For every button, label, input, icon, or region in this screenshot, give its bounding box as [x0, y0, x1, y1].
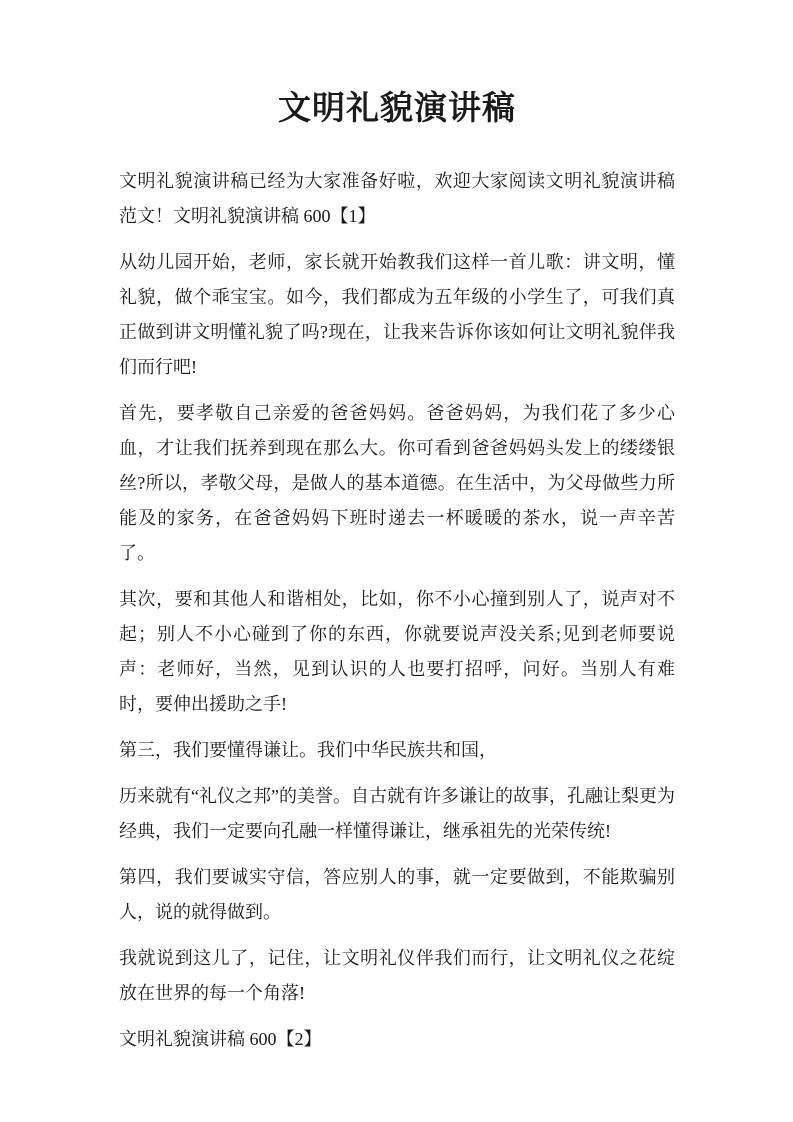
paragraph-third-point: 第三，我们要懂得谦让。我们中华民族共和国， — [119, 740, 497, 760]
paragraph-fourth-point: 第四，我们要诚实守信，答应别人的事，就一定要做到，不能欺骗别人，说的就得做到。 — [119, 867, 675, 922]
paragraph-intro: 文明礼貌演讲稿已经为大家准备好啦，欢迎大家阅读文明礼貌演讲稿范文！文明礼貌演讲稿 600【1】 — [119, 171, 675, 226]
paragraph-third-point-continued: 历来就有“礼仪之邦”的美誉。自古就有许多谦让的故事，孔融让梨更为经典，我们一定要向孔融一样懂得谦让，继承祖先的光荣传统! — [119, 786, 675, 841]
paragraph-closing: 我就说到这儿了，记住，让文明礼仪伴我们而行，让文明礼仪之花绽放在世界的每一个角落! — [119, 948, 675, 1003]
paragraph-section-heading-2: 文明礼貌演讲稿 600【2】 — [119, 1029, 322, 1049]
paragraph-opening: 从幼儿园开始，老师，家长就开始教我们这样一首儿歌：讲文明，懂礼貌，做个乖宝宝。如今，我们都成为五年级的小学生了，可我们真正做到讲文明懂礼貌了吗?现在，让我来告诉你该如何让文明礼貌伴我们而行吧! — [119, 252, 675, 377]
document-title: 文明礼貌演讲稿 — [278, 91, 516, 127]
paragraph-first-point: 首先，要孝敬自己亲爱的爸爸妈妈。爸爸妈妈，为我们花了多少心血，才让我们抚养到现在那么大。你可看到爸爸妈妈头发上的缕缕银丝?所以，孝敬父母，是做人的基本道德。在生活中，为父母做些力所能及的家务，在爸爸妈妈下班时递去一杯暖暖的茶水，说一声辛苦了。 — [119, 403, 675, 563]
paragraph-second-point: 其次，要和其他人和谐相处，比如，你不小心撞到别人了，说声对不起；别人不小心碰到了你的东西，你就要说声没关系;见到老师要说声：老师好，当然，见到认识的人也要打招呼，问好。当别人有难时，要伸出援助之手! — [119, 589, 675, 714]
